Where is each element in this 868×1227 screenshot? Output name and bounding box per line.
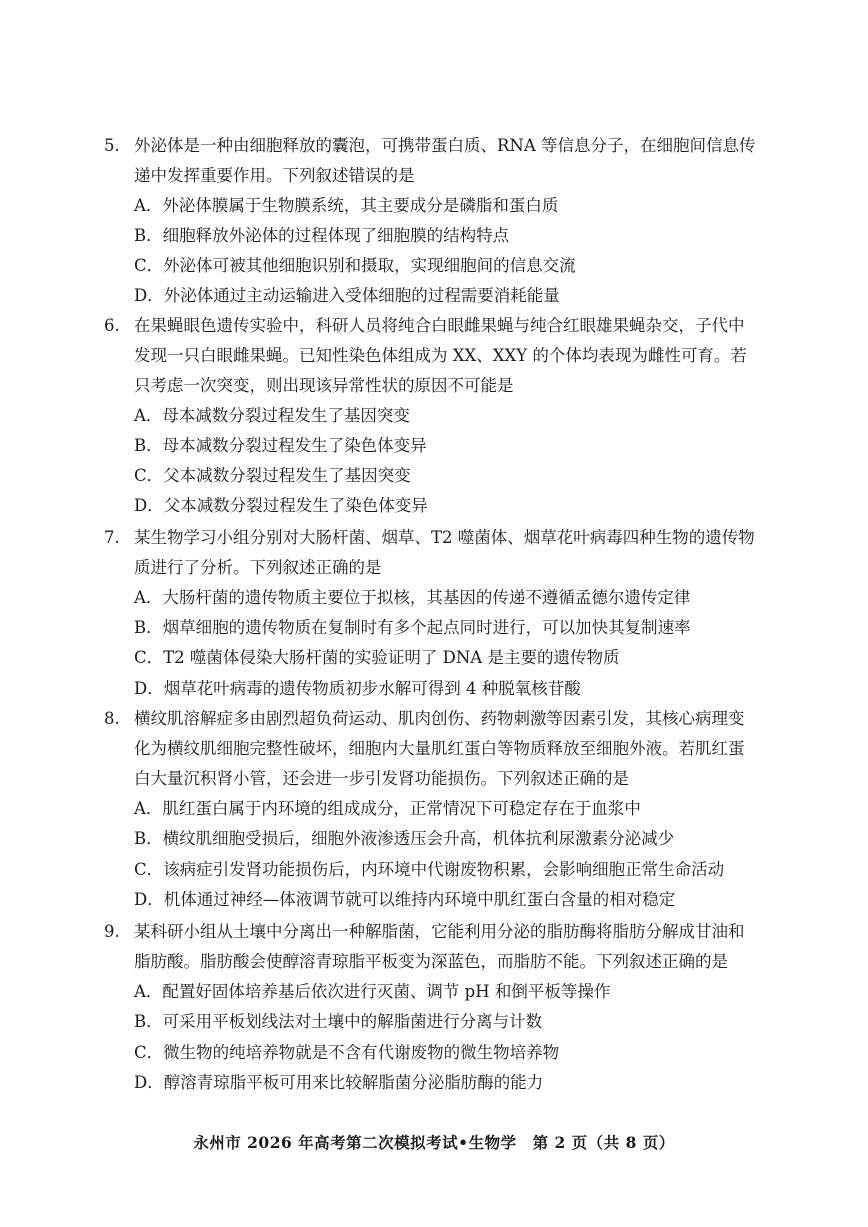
option-d: D．醇溶青琼脂平板可用来比较解脂菌分泌脂肪酶的能力	[134, 1073, 544, 1092]
question-stem-line: 某生物学习小组分别对大肠杆菌、烟草、T2 噬菌体、烟草花叶病毒四种生物的遗传物	[134, 528, 755, 547]
option-b: B．母本减数分裂过程发生了染色体变异	[134, 436, 427, 455]
option-d: D．父本减数分裂过程发生了染色体变异	[134, 496, 428, 515]
question-number: 9.	[104, 922, 120, 941]
option-a: A．肌红蛋白属于内环境的组成成分，正常情况下可稳定存在于血浆中	[134, 799, 641, 818]
page-footer: 永州市 2026 年高考第二次模拟考试•生物学 第 2 页（共 8 页）	[193, 1133, 675, 1152]
option-a: A．母本减数分裂过程发生了基因突变	[134, 406, 410, 425]
question-number: 8.	[104, 709, 120, 728]
question-stem-line: 横纹肌溶解症多由剧烈超负荷运动、肌肉创伤、药物刺激等因素引发，其核心病理变	[134, 709, 745, 728]
question-stem-line: 化为横纹肌细胞完整性破坏，细胞内大量肌红蛋白等物质释放至细胞外液。若肌红蛋	[134, 739, 745, 758]
question-number: 6.	[104, 316, 120, 335]
question-stem-line: 外泌体是一种由细胞释放的囊泡，可携带蛋白质、RNA 等信息分子，在细胞间信息传	[134, 136, 756, 155]
question-stem-line: 脂肪酸。脂肪酸会使醇溶青琼脂平板变为深蓝色，而脂肪不能。下列叙述正确的是	[134, 952, 728, 971]
option-b: B．横纹肌细胞受损后，细胞外液渗透压会升高，机体抗利尿激素分泌减少	[134, 829, 675, 848]
option-d: D．机体通过神经—体液调节就可以维持内环境中肌红蛋白含量的相对稳定	[134, 890, 676, 909]
question-stem-line: 只考虑一次突变，则出现该异常性状的原因不可能是	[134, 376, 514, 395]
option-c: C．T2 噬菌体侵染大肠杆菌的实验证明了 DNA 是主要的遗传物质	[134, 648, 620, 667]
question-stem-line: 白大量沉积肾小管，还会进一步引发肾功能损伤。下列叙述正确的是	[134, 769, 629, 788]
question-stem-line: 递中发挥重要作用。下列叙述错误的是	[134, 166, 415, 185]
question-stem-line: 质进行了分析。下列叙述正确的是	[134, 558, 382, 577]
option-a: A．配置好固体培养基后依次进行灭菌、调节 pH 和倒平板等操作	[134, 982, 611, 1001]
question-number: 5.	[104, 136, 120, 155]
option-c: C．父本减数分裂过程发生了基因突变	[134, 466, 411, 485]
question-stem-line: 在果蝇眼色遗传实验中，科研人员将纯合白眼雌果蝇与纯合红眼雄果蝇杂交，子代中	[134, 316, 745, 335]
option-a: A．大肠杆菌的遗传物质主要位于拟核，其基因的传递不遵循孟德尔遗传定律	[134, 588, 691, 607]
option-c: C．该病症引发肾功能损伤后，内环境中代谢废物积累，会影响细胞正常生命活动	[134, 860, 725, 879]
question-number: 7.	[104, 528, 120, 547]
option-a: A．外泌体膜属于生物膜系统，其主要成分是磷脂和蛋白质	[134, 196, 559, 215]
question-stem-line: 发现一只白眼雌果蝇。已知性染色体组成为 XX、XXY 的个体均表现为雌性可育。若	[134, 346, 747, 365]
question-stem-line: 某科研小组从土壤中分离出一种解脂菌，它能利用分泌的脂肪酶将脂肪分解成甘油和	[134, 922, 745, 941]
option-b: B．可采用平板划线法对土壤中的解脂菌进行分离与计数	[134, 1012, 543, 1031]
option-b: B．烟草细胞的遗传物质在复制时有多个起点同时进行，可以加快其复制速率	[134, 618, 691, 637]
option-c: C．外泌体可被其他细胞识别和摄取，实现细胞间的信息交流	[134, 256, 576, 275]
option-d: D．烟草花叶病毒的遗传物质初步水解可得到 4 种脱氧核苷酸	[134, 679, 581, 698]
option-c: C．微生物的纯培养物就是不含有代谢废物的微生物培养物	[134, 1043, 560, 1062]
option-b: B．细胞释放外泌体的过程体现了细胞膜的结构特点	[134, 226, 510, 245]
option-d: D．外泌体通过主动运输进入受体细胞的过程需要消耗能量	[134, 286, 560, 305]
